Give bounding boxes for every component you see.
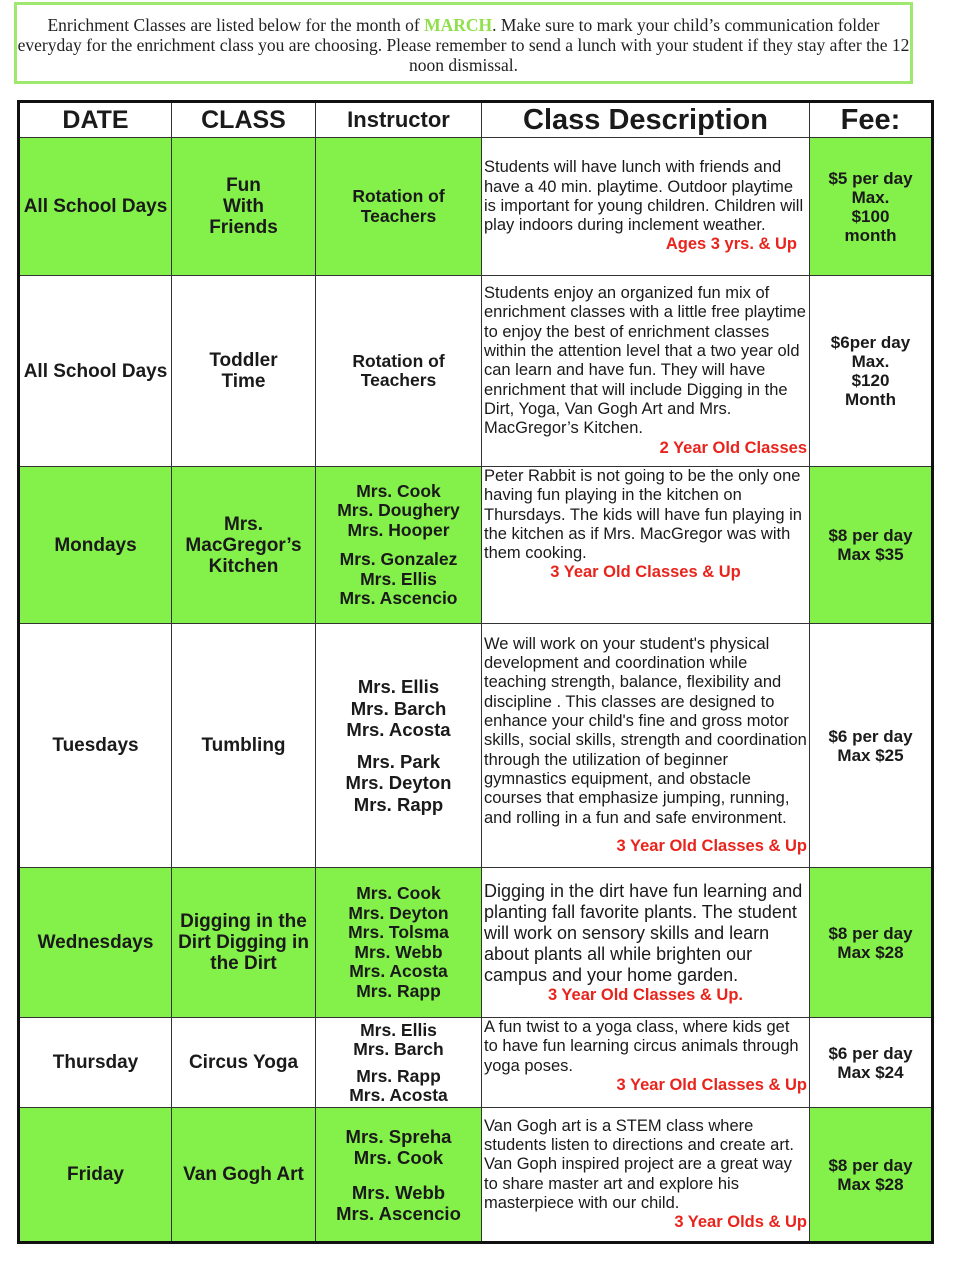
header-row (19, 102, 933, 138)
instructor: Mrs. Rapp (356, 1065, 441, 1086)
instructor: Mrs. Deyton (345, 772, 452, 793)
instructor: Rotation of (352, 186, 445, 206)
class-line: Van Gogh Art (183, 1164, 304, 1185)
instructor: Mrs. Ellis (360, 1019, 437, 1040)
fee-line: Max $28 (837, 942, 904, 962)
row-date: Tuesdays (19, 624, 172, 868)
row-fee (810, 276, 933, 467)
class-line: MacGregor’s (185, 534, 302, 556)
class-line: Friends (209, 217, 278, 238)
instructor: Mrs. Rapp (353, 793, 444, 815)
table-row (19, 868, 933, 1018)
notice-text-start: Enrichment Classes are listed below for the month of (47, 15, 425, 35)
row-date: Friday (19, 1108, 172, 1243)
fee-line: $8 per day (828, 923, 913, 943)
class-line: Circus Yoga (188, 1052, 299, 1073)
instructor: Mrs. Acosta (346, 719, 451, 740)
instructor: Mrs. Doughery (337, 500, 460, 520)
instructor: Mrs. Cook (356, 480, 441, 501)
fee-line: Max. (851, 187, 890, 207)
header-class: CLASS (172, 102, 316, 138)
row-fee (810, 1018, 933, 1108)
instructor: Mrs. Spreha (345, 1125, 452, 1147)
row-class (172, 624, 316, 868)
age-requirement: 3 Year Old Classes & Up (550, 563, 741, 582)
row-description (482, 467, 810, 624)
instructor: Mrs. Webb (354, 941, 443, 962)
instructor: Teachers (360, 370, 437, 390)
class-line: Tumbling (201, 735, 286, 756)
fee-line: $100 (851, 206, 890, 226)
class-line: Kitchen (208, 555, 279, 577)
class-line: With (223, 196, 264, 217)
instructor: Mrs. Rapp (356, 980, 441, 1001)
class-line: the Dirt (210, 953, 277, 974)
description-text: Van Gogh art is a STEM class where students listen to directions and create art. Van Goph inspired project are a great way to share master art and explore his masterpiece with our child. (484, 1116, 795, 1212)
class-line: Time (221, 371, 266, 392)
instructor: Mrs. Ellis (360, 568, 437, 589)
description-text: Peter Rabbit is not going to be the only one having fun playing in the kitchen on Thursdays. The kids will have fun playing in the kitchen as if Mrs. MacGregor was with them cooking. (484, 467, 802, 563)
class-line: Dirt Digging in (178, 932, 309, 953)
instructor: Mrs. Gonzalez (339, 549, 458, 569)
row-fee (810, 138, 933, 276)
row-description (482, 868, 810, 1018)
row-description (482, 138, 810, 276)
row-description (482, 1108, 810, 1243)
row-date: Thursday (19, 1018, 172, 1108)
fee-line: Max $28 (837, 1174, 904, 1194)
age-requirement: 3 Year Old Classes & Up (616, 1075, 807, 1094)
class-line: Fun (226, 175, 261, 196)
row-date: Wednesdays (19, 868, 172, 1018)
description-text: Digging in the dirt have fun learning and planting fall favorite plants. The student will work on sensory skills and learn about plants all while brighten our campus and your home garden. (484, 880, 803, 985)
age-requirement: 3 Year Old Classes & Up (616, 836, 807, 855)
fee-line: Max. (851, 352, 890, 371)
table-row (19, 467, 933, 624)
row-class (172, 868, 316, 1018)
class-line: Mrs. (223, 513, 264, 535)
fee-line: $5 per day (828, 168, 913, 188)
table-row (19, 1018, 933, 1108)
header-date: DATE (19, 102, 172, 138)
table-row (19, 276, 933, 467)
row-fee (810, 1108, 933, 1243)
description-text: We will work on your student's physical development and coordination while teaching strength, balance, flexibility and discipline . This classes are designed to enhance your child's fine and gross motor skills, social skills, strength and coordination through the utilization of beginner gymnastics equipment, and obstacle courses that emphasize jumping, running, and rolling in a fun and safe environment. (484, 634, 807, 827)
enrichment-schedule-table (17, 100, 934, 1244)
fee-line: Max $35 (837, 545, 904, 564)
instructor: Mrs. Ellis (357, 676, 440, 697)
instructor: Mrs. Deyton (348, 902, 449, 923)
fee-line: Max $24 (837, 1062, 904, 1082)
row-instructors (316, 1018, 482, 1108)
fee-line: month (844, 225, 897, 245)
instructor: Mrs. Barch (353, 1038, 444, 1059)
notice-box (14, 2, 913, 84)
instructor: Mrs. Cook (353, 1146, 444, 1168)
row-fee (810, 624, 933, 868)
row-date: Mondays (19, 467, 172, 624)
description-text: Students will have lunch with friends and have a 40 min. playtime. Outdoor playtime is important for young children. Children will play indoors during inclement weather. (484, 158, 804, 235)
age-requirement: 3 Year Olds & Up (674, 1213, 807, 1232)
instructor: Mrs. Acosta (349, 1084, 448, 1105)
fee-line: $6 per day (828, 1043, 913, 1063)
description-text: A fun twist to a yoga class, where kids get to have fun learning circus animals through yoga poses. (484, 1018, 799, 1075)
row-date: All School Days (19, 276, 172, 467)
instructor: Teachers (360, 205, 437, 226)
table-row (19, 138, 933, 276)
header-description: Class Description (482, 102, 810, 138)
instructor: Mrs. Cook (356, 883, 441, 903)
row-class (172, 1018, 316, 1108)
row-instructors (316, 276, 482, 467)
instructor: Mrs. Acosta (349, 961, 448, 981)
fee-line: Max $25 (837, 745, 904, 765)
row-class (172, 1108, 316, 1243)
row-date: All School Days (19, 138, 172, 276)
row-instructors (316, 868, 482, 1018)
row-instructors (316, 1108, 482, 1243)
instructor: Mrs. Hooper (347, 519, 450, 540)
row-description (482, 624, 810, 868)
row-fee (810, 868, 933, 1018)
class-line: Digging in the (180, 911, 307, 932)
fee-line: $120 (851, 371, 890, 390)
age-requirement: 3 Year Old Classes & Up. (547, 985, 744, 1004)
table-row (19, 624, 933, 868)
instructor: Mrs. Ascencio (336, 1202, 461, 1224)
row-instructors (316, 138, 482, 276)
age-requirement: Ages 3 yrs. & Up (665, 235, 797, 254)
row-instructors (316, 467, 482, 624)
instructor: Mrs. Ascencio (339, 588, 458, 608)
header-instructor: Instructor (316, 102, 482, 138)
header-fee: Fee: (810, 102, 933, 138)
fee-line: Month (845, 390, 896, 409)
fee-line: $6per day (830, 333, 911, 352)
notice-text-end: . Make sure to mark your child’s communication folder everyday for the enrichment class you are choosing. Please remember to send a lunch with your student if they stay after the 12 noon dismissal. (17, 15, 910, 75)
notice-month: MARCH (424, 15, 493, 35)
instructor: Rotation of (352, 350, 445, 371)
instructor: Mrs. Barch (350, 697, 447, 719)
instructor: Mrs. Tolsma (348, 922, 449, 942)
class-line: Toddler (209, 350, 278, 371)
instructor: Mrs. Park (356, 750, 441, 772)
row-class (172, 467, 316, 624)
fee-line: $6 per day (828, 726, 913, 746)
fee-line: $8 per day (828, 526, 913, 545)
description-text: Students enjoy an organized fun mix of enrichment classes with a little free playtime to enjoy the best of enrichment classes within the attention level that a two year old can learn and have fun. They will have enrichment that will include Digging in the Dirt, Yoga, Van Gogh Art and Mrs. MacGregor’s Kitchen. (484, 284, 806, 438)
instructor: Mrs. Webb (351, 1181, 446, 1203)
row-description (482, 1018, 810, 1108)
row-class (172, 138, 316, 276)
fee-line: $8 per day (828, 1155, 913, 1175)
row-instructors (316, 624, 482, 868)
table-row (19, 1108, 933, 1243)
age-requirement: 2 Year Old Classes (659, 438, 807, 457)
row-class (172, 276, 316, 467)
row-fee (810, 467, 933, 624)
row-description (482, 276, 810, 467)
